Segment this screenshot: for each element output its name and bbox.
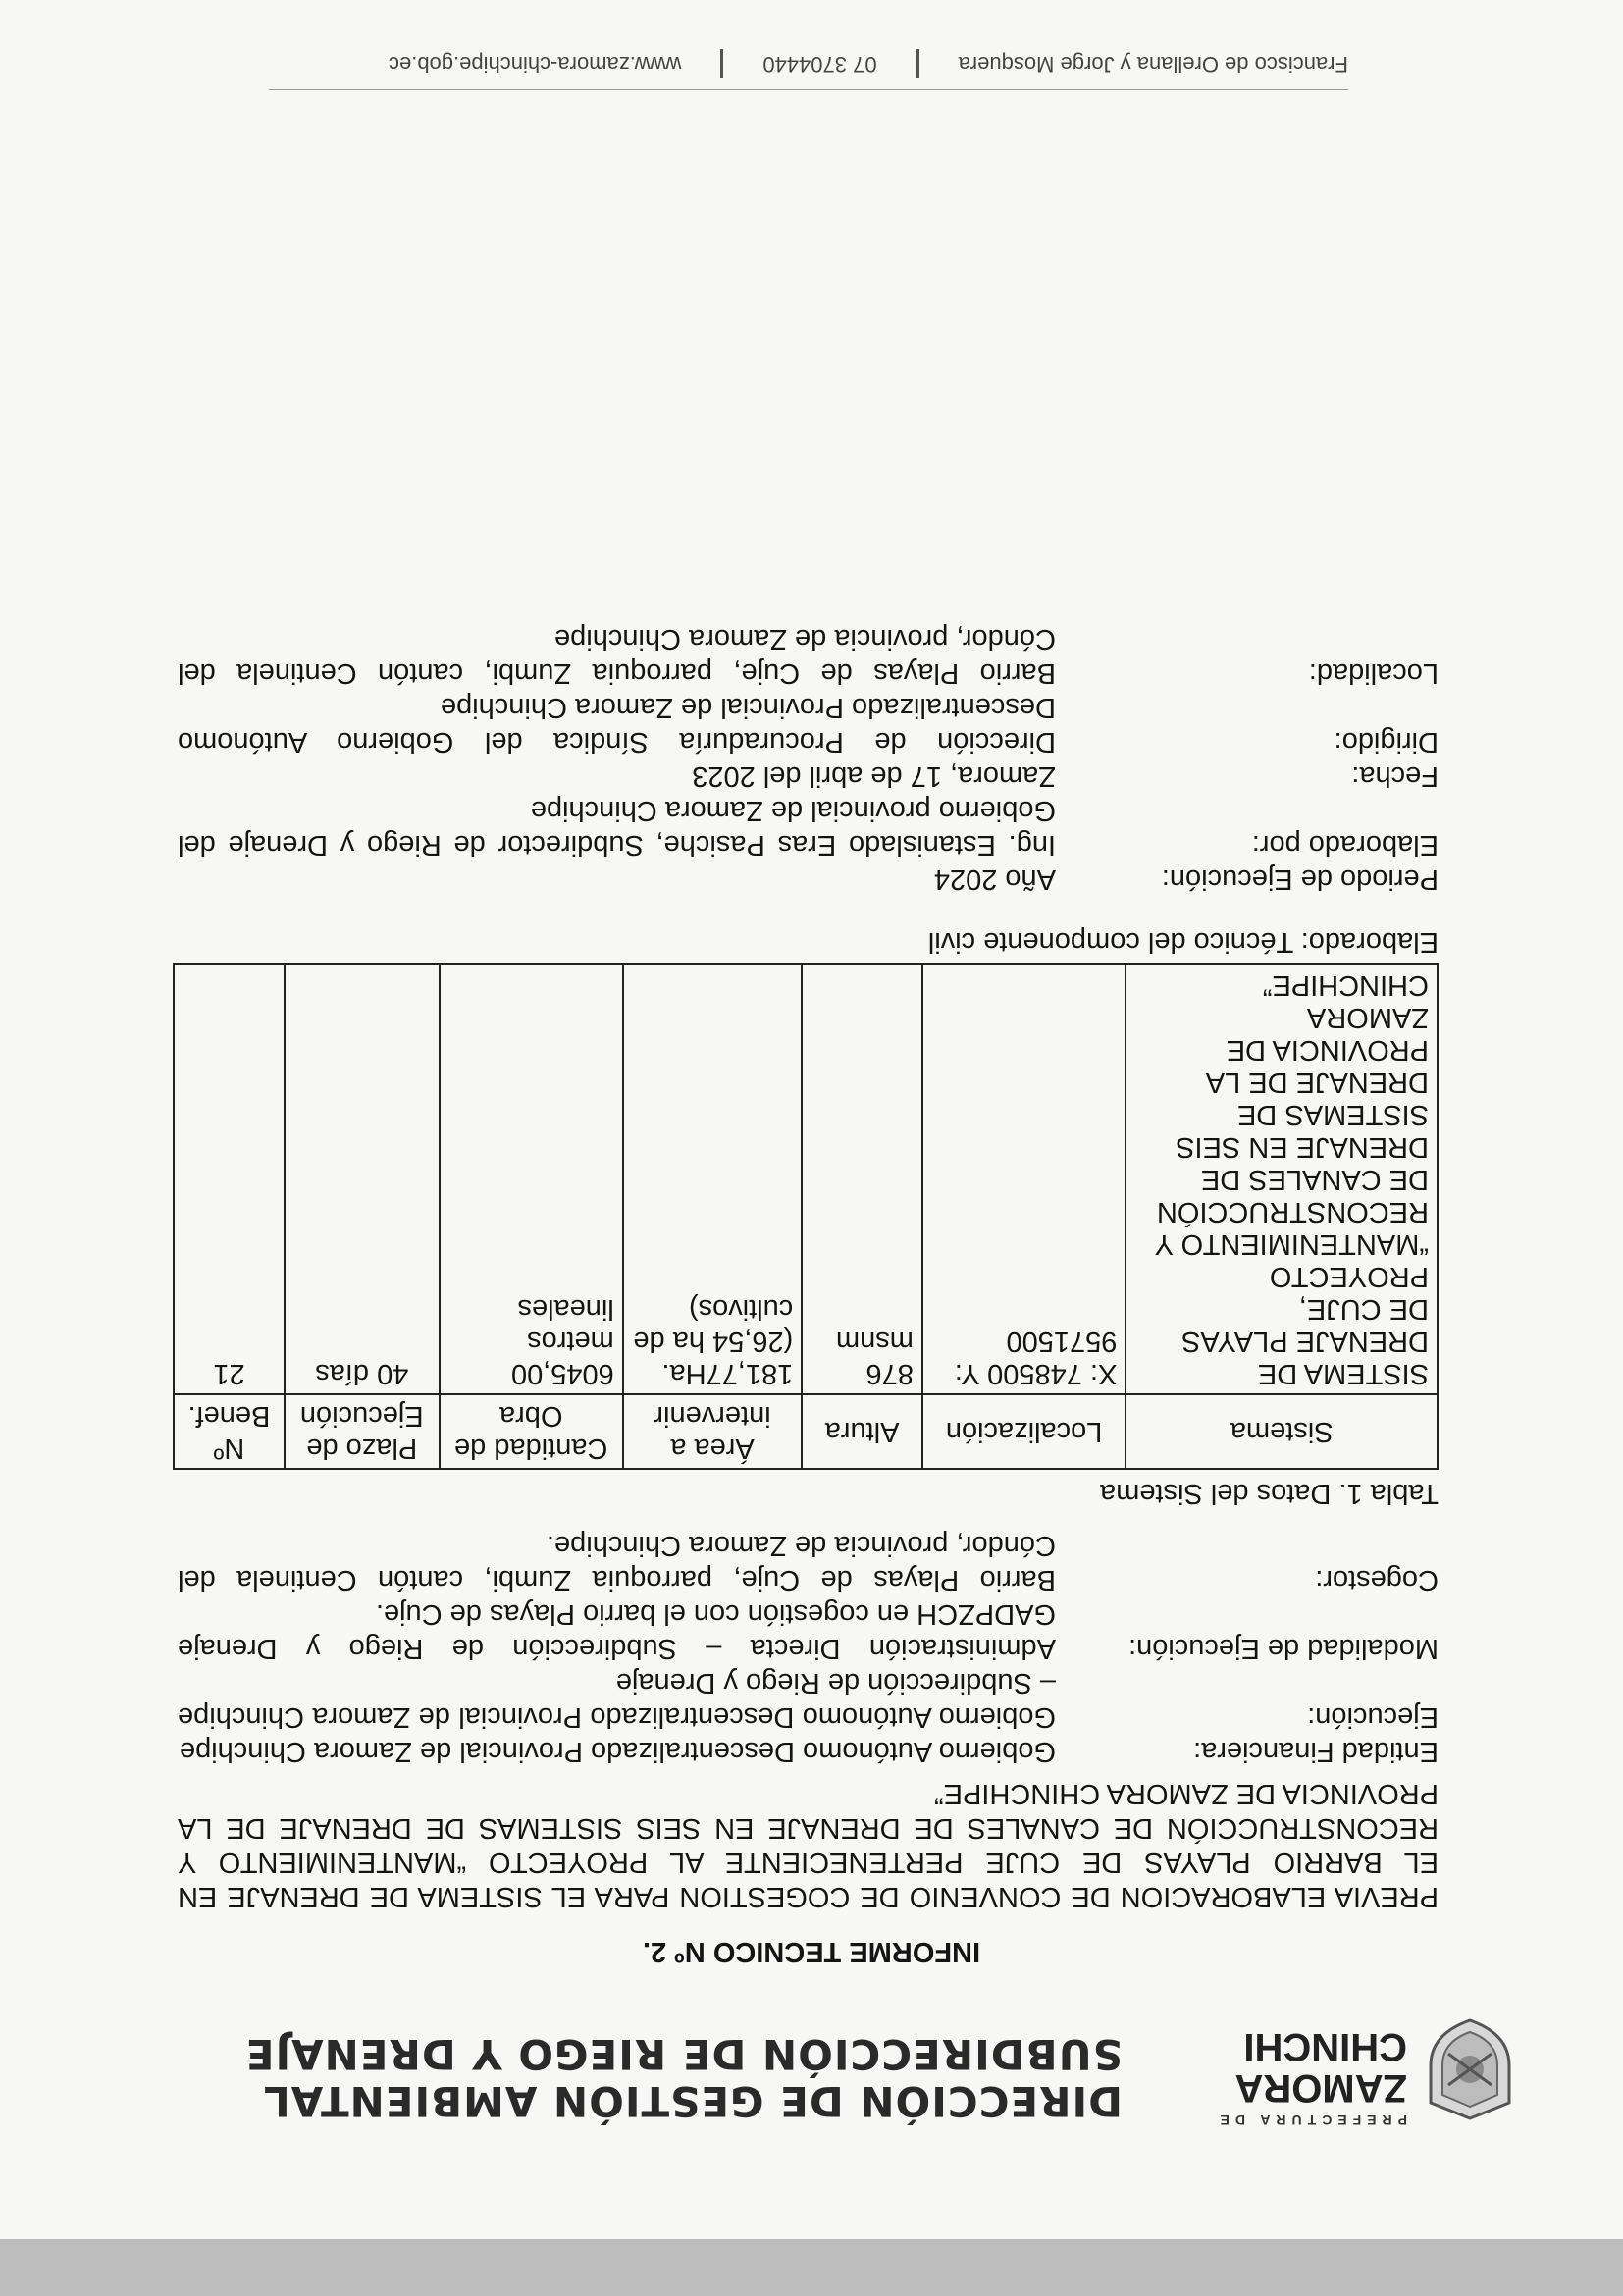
system-data-table <box>173 963 1439 1470</box>
intro-paragraph: PREVIA ELABORACION DE CONVENIO DE COGESTION PARA EL SISTEMA DE DRENAJE EN EL BARRIO PLAYAS DE CUJE PERTENECIENTE AL PROYECTO “MANTENIMIENTO Y RECONSTRUCCIÓN DE CANALES DE DRENAJE EN SEIS SISTEMAS DE DRENAJE DE LA PROVINCIA DE ZAMORA CHINCHIPE” <box>178 1778 1439 1912</box>
coat-of-arms-icon <box>1415 2014 1525 2124</box>
logo-prefix-text: PREFECTURA DE <box>1214 2113 1407 2128</box>
scan-top-bar <box>0 2239 1623 2296</box>
cell-plazo: 40 días <box>285 964 440 1394</box>
logo-name-text: ZAMORA CHINCHI <box>1234 2025 1407 2110</box>
field-fecha <box>178 758 1439 793</box>
footer-website-link[interactable]: www.zamora-chinchipe.gob.ec <box>388 52 682 77</box>
cell-localizacion: X: 748500 Y: 9571500 <box>922 964 1126 1394</box>
field-value: Gobierno Autónomo Descentralizado Provincial de Zamora Chinchipe – Subdirección de Riego y Drenaje <box>178 1667 1056 1733</box>
footer <box>269 49 1348 78</box>
col-sistema: Sistema <box>1126 1394 1438 1469</box>
field-value: Administración Directa – Subdirección de Riego y Drenaje GADPZCH en cogestión con el barrio Playas de Cuje. <box>178 1598 1056 1664</box>
col-cantidad: Cantidad de Obra <box>440 1394 623 1469</box>
field-value: Barrio Playas de Cuje, parroquia Zumbi, cantón Centinela del Cóndor, provincia de Zamora Chinchipe <box>178 623 1056 689</box>
footer-separator <box>916 49 919 78</box>
cell-beneficiarios: 21 <box>174 964 285 1394</box>
field-label: Dirigido: <box>1334 726 1439 757</box>
report-title: INFORME TECNICO Nº 2. <box>642 1936 981 1967</box>
field-ejecucion <box>178 1665 1439 1734</box>
footer-phone: 07 3704440 <box>762 52 877 77</box>
field-label: Fecha: <box>1351 760 1439 792</box>
footer-rule <box>269 89 1348 90</box>
table-caption: Tabla 1. Datos del Sistema <box>1100 1478 1439 1509</box>
field-elaborado-por <box>178 793 1439 861</box>
col-localizacion: Localización <box>922 1394 1126 1469</box>
field-label: Localidad: <box>1308 657 1439 689</box>
field-value: Año 2024 <box>933 863 1056 895</box>
field-value: Ing. Estanislado Eras Pasiche, Subdirector de Riego y Drenaje del Gobierno provincial de Zamora Chinchipe <box>178 795 1056 861</box>
cell-cantidad: 6045,00 metros lineales <box>440 964 623 1394</box>
field-modalidad <box>178 1596 1439 1665</box>
cell-area: 181,77Ha. (26,54 ha de cultivos) <box>623 964 803 1394</box>
col-area: Área a intervenir <box>623 1394 803 1469</box>
col-altura: Altura <box>802 1394 922 1469</box>
cell-sistema: SISTEMA DE DRENAJE PLAYAS DE CUJE, PROYECTO “MANTENIMIENTO Y RECONSTRUCCIÓN DE CANALES DE DRENAJE EN SEIS SISTEMAS DE DRENAJE DE LA PROVINCIA DE ZAMORA CHINCHIPE” <box>1126 964 1438 1394</box>
field-label: Modalidad de Ejecución: <box>1128 1633 1439 1664</box>
letterhead <box>92 2011 1525 2134</box>
cell-altura: 876 msnm <box>802 964 922 1394</box>
field-label: Entidad Financiera: <box>1193 1736 1439 1767</box>
table-header-row <box>174 1394 1438 1469</box>
field-periodo <box>178 861 1439 896</box>
prefecture-logo <box>1152 2011 1525 2134</box>
field-localidad <box>178 621 1439 690</box>
report-body <box>178 621 1439 1913</box>
col-beneficiarios: Nº Benef. <box>174 1394 285 1469</box>
table-source-note: Elaborado: Técnico del componente civil <box>927 926 1439 958</box>
field-entidad-financiera <box>178 1734 1439 1768</box>
field-dirigido <box>178 690 1439 758</box>
field-label: Cogestor: <box>1315 1564 1439 1595</box>
field-label: Periodo de Ejecución: <box>1161 863 1439 895</box>
col-plazo: Plazo de Ejecución <box>285 1394 440 1469</box>
field-label: Ejecución: <box>1307 1701 1439 1733</box>
department-title: DIRECCIÓN DE GESTIÓN AMBIENTAL SUBDIRECCIÓN DE RIEGO Y DRENAJE <box>244 2030 1123 2125</box>
field-value: Dirección de Procuraduría Síndica del Gobierno Autónomo Descentralizado Provincial de Zamora Chinchipe <box>178 692 1056 757</box>
table-row <box>174 964 1438 1394</box>
field-cogestor <box>178 1528 1439 1596</box>
footer-separator <box>720 49 723 78</box>
footer-address: Francisco de Orellana y Jorge Mosquera <box>958 52 1348 77</box>
field-value: Barrio Playas de Cuje, parroquia Zumbi, cantón Centinela del Cóndor, provincia de Zamora Chinchipe. <box>178 1530 1056 1595</box>
field-label: Elaborado por: <box>1251 829 1439 861</box>
field-value: Gobierno Autónomo Descentralizado Provincial de Zamora Chinchipe <box>179 1736 1056 1767</box>
field-value: Zamora, 17 de abril del 2023 <box>692 760 1056 792</box>
